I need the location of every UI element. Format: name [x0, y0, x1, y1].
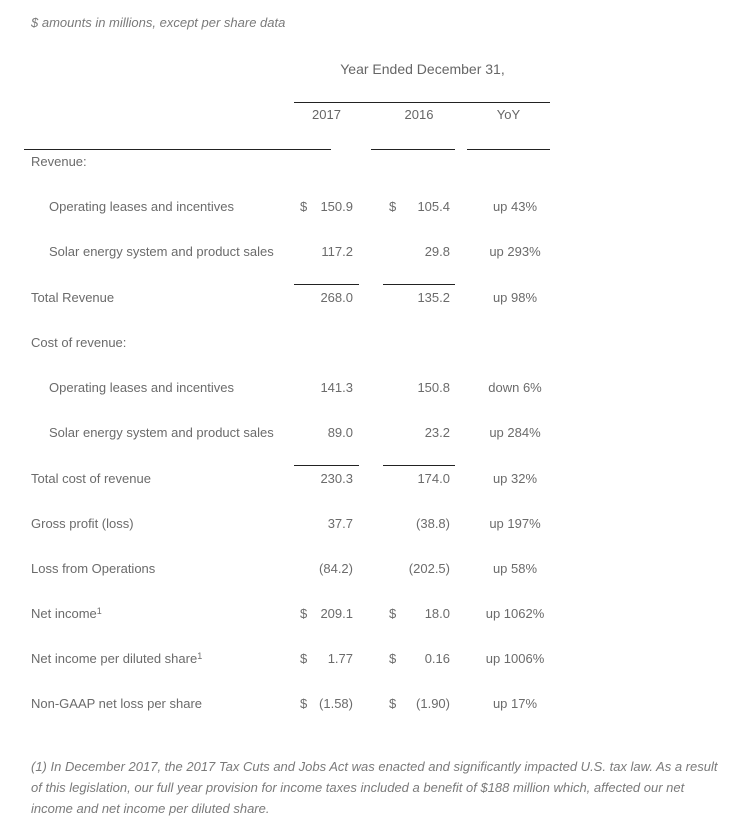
- currency-2016: $: [389, 696, 397, 711]
- subtotal-rule-2016: [383, 465, 455, 466]
- row-label-text: Total Revenue: [31, 290, 115, 305]
- row-label-text: Non-GAAP net loss per share: [31, 696, 203, 711]
- row-label: [49, 199, 234, 214]
- yoy-change: up 284%: [489, 425, 541, 440]
- table-row: [0, 154, 742, 174]
- footnote-marker: 1: [197, 651, 203, 661]
- amounts-note: $ amounts in millions, except per share data: [31, 15, 286, 30]
- subtotal-rule-2017: [294, 284, 359, 285]
- row-label: [31, 696, 202, 711]
- row-label: [31, 290, 114, 305]
- row-label-text: Solar energy system and product sales: [49, 244, 274, 259]
- yoy-change: up 58%: [492, 561, 538, 576]
- row-label: [31, 154, 87, 169]
- value-2017: 1.77: [327, 651, 353, 666]
- yoy-change: up 1006%: [485, 651, 545, 666]
- row-label: [49, 425, 274, 440]
- row-label: [31, 606, 102, 621]
- yoy-change: up 17%: [492, 696, 538, 711]
- row-label: [31, 516, 134, 531]
- value-2017: 141.3: [320, 380, 353, 395]
- table-row: [0, 696, 742, 716]
- column-header-yoy: YoY: [496, 107, 521, 122]
- table-row: [0, 425, 742, 445]
- currency-2017: $: [300, 651, 308, 666]
- yoy-change: up 1062%: [485, 606, 545, 621]
- yoy-change: down 6%: [488, 380, 542, 395]
- table-row: [0, 651, 742, 671]
- value-2016: (1.90): [416, 696, 450, 711]
- footnote: (1) In December 2017, the 2017 Tax Cuts and Jobs Act was enacted and significantly impacted U.S. tax law. As a result of this legislation, our full year provision for income taxes included a benefit of $188 million which, affected our net income and net income per diluted share.: [31, 759, 718, 816]
- row-label: [49, 380, 234, 395]
- value-2017: 37.7: [327, 516, 353, 531]
- currency-2016: $: [389, 199, 397, 214]
- yoy-change: up 32%: [492, 471, 538, 486]
- row-label: [49, 244, 274, 259]
- currency-2016: $: [389, 606, 397, 621]
- row-label-text: Solar energy system and product sales: [49, 425, 274, 440]
- row-label-text: Loss from Operations: [31, 561, 156, 576]
- table-row: [0, 290, 742, 310]
- value-2017: 209.1: [320, 606, 353, 621]
- row-label: [31, 335, 126, 350]
- value-2016: 29.8: [424, 244, 450, 259]
- row-label-text: Net income per diluted share: [31, 651, 198, 666]
- subtotal-rule-2017: [294, 465, 359, 466]
- row-label-text: Operating leases and incentives: [49, 380, 235, 395]
- value-2016: 174.0: [417, 471, 450, 486]
- value-2017: (1.58): [319, 696, 353, 711]
- row-label: [31, 471, 151, 486]
- value-2017: 117.2: [321, 244, 353, 259]
- value-2016: 18.0: [424, 606, 450, 621]
- column-header-2017: 2017: [312, 107, 341, 122]
- column-yoy-rule: [467, 149, 550, 150]
- table-row: [0, 471, 742, 491]
- currency-2017: $: [300, 696, 308, 711]
- currency-2017: $: [300, 199, 308, 214]
- value-2016: 23.2: [424, 425, 450, 440]
- yoy-change: up 293%: [489, 244, 541, 259]
- value-2017: 230.3: [320, 471, 353, 486]
- column-header-2016: 2016: [404, 107, 434, 122]
- value-2016: 150.8: [417, 380, 450, 395]
- yoy-change: up 98%: [492, 290, 538, 305]
- value-2016: (38.8): [416, 516, 450, 531]
- row-label: [31, 651, 202, 666]
- label-column-rule: [24, 149, 331, 150]
- value-2016: 105.4: [417, 199, 450, 214]
- row-label-text: Revenue:: [31, 154, 87, 169]
- row-label-text: Operating leases and incentives: [49, 199, 235, 214]
- table-row: [0, 561, 742, 581]
- table-row: [0, 516, 742, 536]
- table-row: [0, 335, 742, 355]
- value-2016: (202.5): [408, 561, 450, 576]
- value-2017: 150.9: [320, 199, 353, 214]
- currency-2017: $: [300, 606, 308, 621]
- period-header-rule: [294, 102, 550, 103]
- table-row: [0, 606, 742, 626]
- value-2017: 268.0: [320, 290, 353, 305]
- column-2016-rule: [371, 149, 455, 150]
- value-2017: (84.2): [319, 561, 353, 576]
- table-row: [0, 244, 742, 264]
- row-label-text: Total cost of revenue: [31, 471, 151, 486]
- row-label: [31, 561, 155, 576]
- table-row: [0, 380, 742, 400]
- value-2016: 135.2: [417, 290, 450, 305]
- table-row: [0, 199, 742, 219]
- row-label-text: Cost of revenue:: [31, 335, 127, 350]
- currency-2016: $: [389, 651, 397, 666]
- value-2017: 89.0: [327, 425, 353, 440]
- period-header: Year Ended December 31,: [340, 61, 505, 77]
- value-2016: 0.16: [424, 651, 450, 666]
- yoy-change: up 197%: [489, 516, 541, 531]
- yoy-change: up 43%: [492, 199, 538, 214]
- row-label-text: Gross profit (loss): [31, 516, 134, 531]
- subtotal-rule-2016: [383, 284, 455, 285]
- footnote-marker: 1: [96, 606, 102, 616]
- row-label-text: Net income: [31, 606, 97, 621]
